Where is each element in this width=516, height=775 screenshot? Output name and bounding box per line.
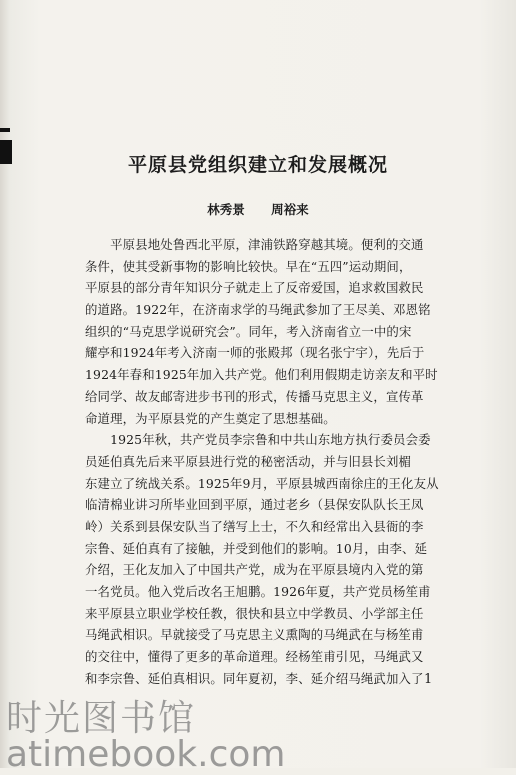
text-line: 的交往中，懂得了更多的革命道理。经杨笙甫引见，马绳武又 <box>85 649 424 665</box>
text-line: 一名党员。他入党后改名王旭鹏。1926年夏，共产党员杨笙甫 <box>85 584 431 599</box>
paragraph <box>85 234 445 429</box>
text-line: 平原县地处鲁西北平原，津浦铁路穿越其境。便利的交通 <box>85 237 424 252</box>
text-line: 组织的“马克思学说研究会”。同年，考入济南省立一中的宋 <box>85 323 412 339</box>
article-body <box>85 234 445 689</box>
paragraph <box>85 429 445 689</box>
text-line: 马绳武相识。早就接受了马克思主义熏陶的马绳武在与杨笙甫 <box>85 627 424 643</box>
text-line: 耀亭和1924年考入济南一师的张殿邦（现名张宁宇），先后于 <box>85 345 425 361</box>
watermark-site-name: 时光图书馆 <box>6 698 197 739</box>
text-line: 来平原县立职业学校任教，很快和县立中学教员、小学部主任 <box>85 605 424 621</box>
text-line: 员延伯真先后来平原县进行党的秘密活动，并与旧县长刘楣 <box>85 453 412 469</box>
text-line: 条件，使其受新事物的影响比较快。早在“五四”运动期间， <box>85 258 412 274</box>
document-title: 平原县党组织建立和发展概况 <box>127 154 388 176</box>
author-name: 林秀景 <box>207 202 245 217</box>
page-number: 1 <box>424 672 433 687</box>
text-line: 临清棉业讲习所毕业回到平原，通过老乡（县保安队队长王凤 <box>85 497 424 513</box>
text-line: 介绍，王化友加入了中国共产党，成为在平原县境内入党的第 <box>85 562 424 578</box>
text-line: 命道理，为平原县党的产生奠定了思想基础。 <box>85 410 336 426</box>
text-line: 宗鲁、延伯真有了接触，并受到他们的影响。10月，由李、延 <box>85 540 428 556</box>
text-line: 和李宗鲁、延伯真相识。同年夏初，李、延介绍马绳武加入了 <box>85 670 424 686</box>
text-line: 1924年春和1925年加入共产党。他们利用假期走访亲友和平时 <box>85 367 438 383</box>
text-line: 东建立了统战关系。1925年9月，平原县城西南徐庄的王化友从 <box>85 475 439 491</box>
text-line: 岭）关系到县保安队当了缮写上士，不久和经常出入县衙的李 <box>85 518 424 534</box>
binding-mark <box>0 128 10 132</box>
author-name: 周裕来 <box>271 202 309 217</box>
text-line: 给同学、故友邮寄进步书刊的形式，传播马克思主义，宣传革 <box>85 388 424 404</box>
text-line: 的道路。1922年，在济南求学的马绳武参加了王尽美、邓恩铭 <box>85 302 431 318</box>
author-line <box>0 200 516 218</box>
watermark-site-url: atimebook.com <box>6 734 286 775</box>
text-line: 1925年秋，共产党员李宗鲁和中共山东地方执行委员会委 <box>85 432 431 448</box>
text-line: 平原县的部分青年知识分子就走上了反帝爱国，追求救国救民 <box>85 280 424 296</box>
